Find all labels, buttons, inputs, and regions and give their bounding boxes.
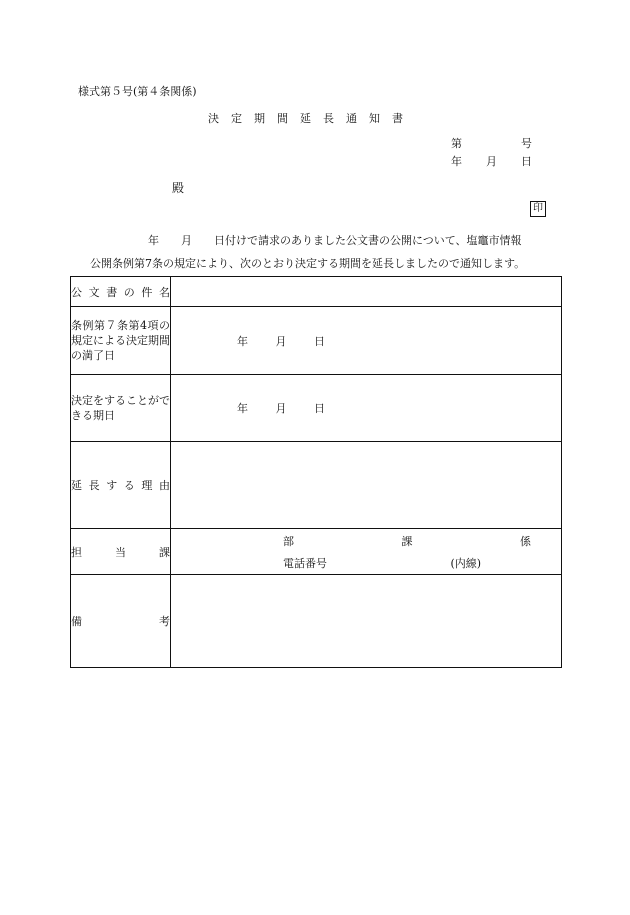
addressee-suffix: 殿 bbox=[172, 181, 185, 195]
body-text-line1: 年 月 日付けで請求のありました公文書の公開について、塩竈市情報 bbox=[148, 234, 522, 247]
table-row bbox=[71, 277, 562, 307]
table-row bbox=[71, 575, 562, 668]
dept-label: 部 bbox=[283, 534, 294, 548]
date-day: 日 bbox=[521, 155, 532, 168]
label-document-subject: 公文書の件名 bbox=[71, 277, 171, 307]
table-row bbox=[71, 307, 562, 375]
date-month: 月 bbox=[486, 155, 497, 168]
doc-number-prefix: 第 bbox=[451, 137, 462, 150]
phone-label: 電話番号 bbox=[283, 556, 327, 570]
section-label: 課 bbox=[401, 534, 413, 548]
label-remarks: 備考 bbox=[71, 575, 171, 668]
value-responsible-section[interactable] bbox=[171, 529, 562, 575]
label-decision-deadline: 決定をすることができる期日 bbox=[71, 375, 171, 442]
label-expiry-date: 条例第７条第4項の規定による決定期間の満了日 bbox=[71, 307, 171, 375]
table-row bbox=[71, 375, 562, 442]
value-document-subject[interactable] bbox=[171, 277, 562, 307]
body-text-line2: 公開条例第7条の規定により、次のとおり決定する期間を延長しましたので通知します。 bbox=[90, 257, 526, 270]
seal-mark: 印 bbox=[530, 201, 546, 217]
date-year: 年 bbox=[451, 155, 462, 168]
doc-number-suffix: 号 bbox=[521, 137, 532, 150]
value-remarks[interactable] bbox=[171, 575, 562, 668]
extension-label: (内線) bbox=[450, 556, 482, 570]
table-row bbox=[71, 529, 562, 575]
value-extension-reason[interactable] bbox=[171, 442, 562, 529]
unit-label: 係 bbox=[520, 534, 531, 548]
label-responsible-section: 担当課 bbox=[71, 529, 171, 575]
notice-table bbox=[70, 276, 562, 668]
document-title: 決定期間延長通知書 bbox=[208, 112, 415, 125]
form-number: 様式第５号(第４条関係) bbox=[78, 85, 197, 98]
value-decision-deadline[interactable]: 年 月 日 bbox=[171, 375, 562, 442]
table-row bbox=[71, 442, 562, 529]
value-expiry-date[interactable]: 年 月 日 bbox=[171, 307, 562, 375]
label-extension-reason: 延長する理由 bbox=[71, 442, 171, 529]
